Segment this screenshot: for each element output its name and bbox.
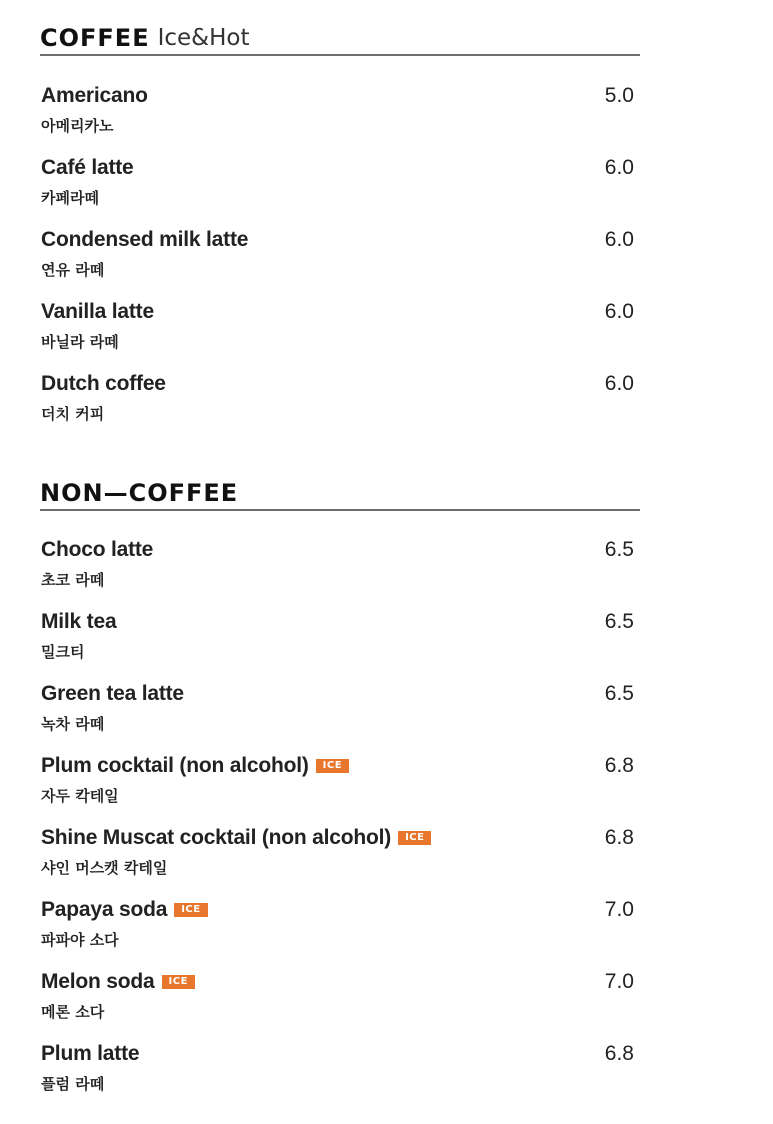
menu-item [40,608,640,680]
item-price: 6.5 [604,682,634,705]
item-korean-name: 초코 라떼 [41,571,105,589]
coffee-section-title: COFFEE [40,24,150,52]
item-korean-name: 아메리카노 [41,117,114,135]
ice-badge: ICE [398,831,431,845]
menu-item [40,536,640,608]
item-korean-name: 플럼 라떼 [41,1075,105,1093]
menu-item [40,968,640,1040]
ice-badge: ICE [316,759,349,773]
menu-item [40,896,640,968]
item-price: 6.5 [604,610,634,633]
menu-item [40,824,640,896]
item-name: Papaya soda [41,898,168,921]
item-price: 5.0 [604,84,634,107]
item-price: 7.0 [604,970,634,993]
ice-badge: ICE [174,903,207,917]
item-korean-name: 파파야 소다 [41,931,119,949]
item-price: 6.0 [604,372,634,395]
noncoffee-section-title: NON—COFFEE [40,479,239,507]
item-korean-name: 샤인 머스캣 칵테일 [41,859,168,877]
coffee-section [40,20,640,442]
menu-item [40,752,640,824]
item-name: Choco latte [41,538,154,561]
noncoffee-item-list [40,536,640,1112]
item-price: 6.8 [604,1042,634,1065]
coffee-section-header [40,20,640,56]
item-price: 7.0 [604,898,634,921]
item-name: Melon soda [41,970,155,993]
item-name: Plum cocktail (non alcohol) [41,754,309,777]
coffee-item-list [40,82,640,442]
item-name: Condensed milk latte [41,228,249,251]
item-price: 6.5 [604,538,634,561]
menu-item [40,298,640,370]
item-name: Dutch coffee [41,372,166,395]
item-price: 6.8 [604,826,634,849]
item-korean-name: 더치 커피 [41,405,105,423]
item-name: Green tea latte [41,682,184,705]
item-price: 6.0 [604,228,634,251]
item-name: Plum latte [41,1042,140,1065]
noncoffee-section-header [40,475,640,511]
item-price: 6.8 [604,754,634,777]
menu-item [40,154,640,226]
item-korean-name: 메론 소다 [41,1003,105,1021]
item-korean-name: 자두 칵테일 [41,787,119,805]
item-korean-name: 밀크티 [41,643,85,661]
menu-item [40,680,640,752]
item-name: Americano [41,84,148,107]
item-price: 6.0 [604,300,634,323]
coffee-section-subtitle: Ice&Hot [157,25,250,51]
menu-item [40,226,640,298]
item-korean-name: 연유 라떼 [41,261,105,279]
item-name: Shine Muscat cocktail (non alcohol) [41,826,392,849]
item-name: Café latte [41,156,134,179]
menu-item [40,82,640,154]
item-korean-name: 카페라떼 [41,189,99,207]
item-price: 6.0 [604,156,634,179]
ice-badge: ICE [162,975,195,989]
item-korean-name: 바닐라 라떼 [41,333,119,351]
item-korean-name: 녹차 라떼 [41,715,105,733]
noncoffee-section [40,475,640,1112]
menu-item [40,370,640,442]
item-name: Milk tea [41,610,117,633]
item-name: Vanilla latte [41,300,154,323]
menu-item [40,1040,640,1112]
